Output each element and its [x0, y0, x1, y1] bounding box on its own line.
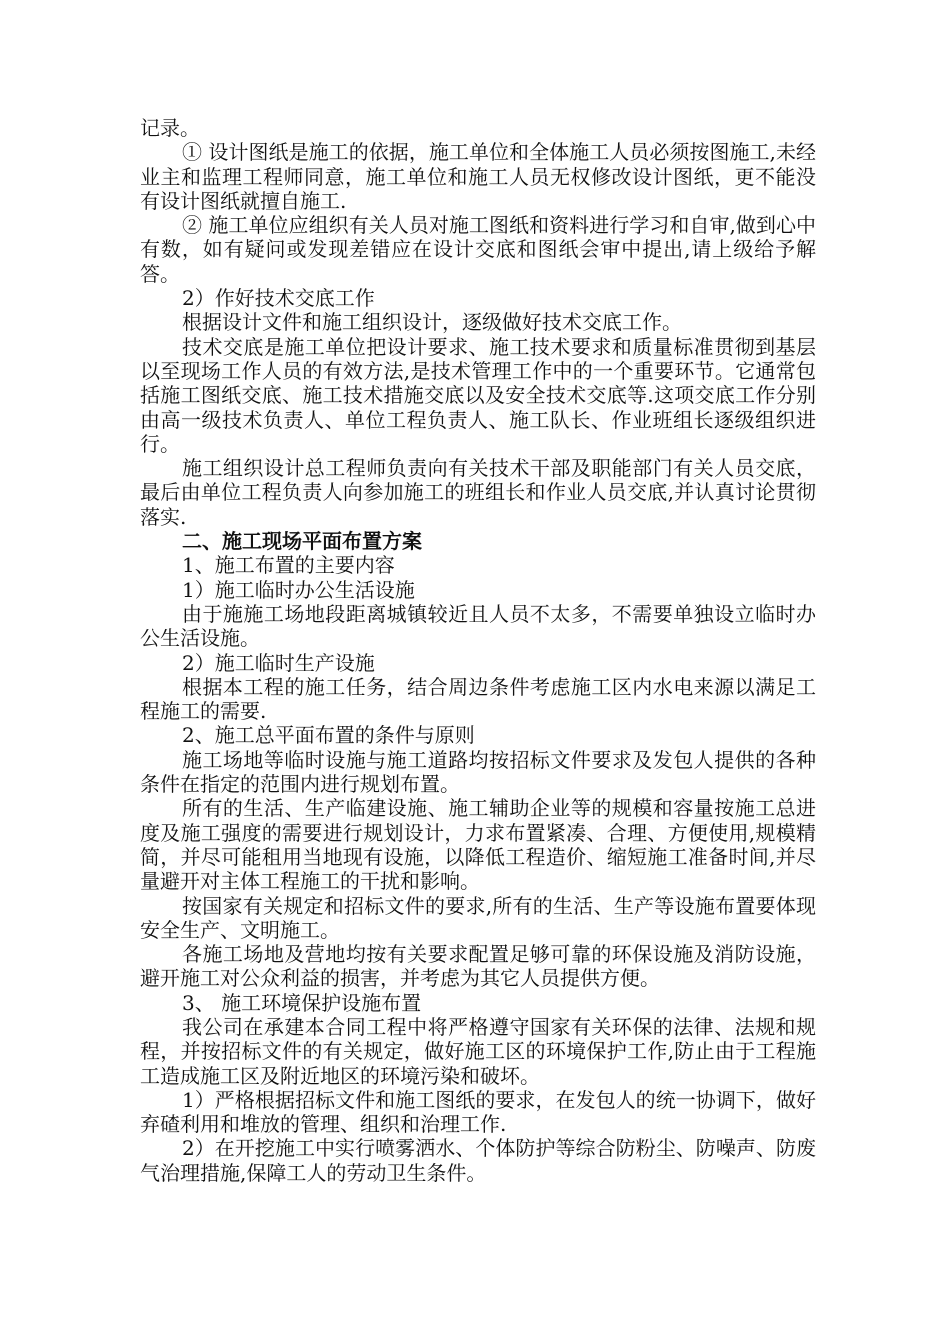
paragraph: 2）作好技术交底工作: [182, 286, 375, 311]
paragraph: 所有的生活、生产临建设施、施工辅助企业等的规模和容量按施工总进度及施工强度的需要进行规划设计，力求布置紧凑、合理、方便使用,规模精简，并尽可能租用当地现有设施，以降低工程造价、缩短施工准备时间,并尽量避开对主体工程施工的干扰和影响。: [140, 796, 816, 894]
paragraph: 由于施施工场地段距离城镇较近且人员不太多，不需要单独设立临时办公生活设施。: [140, 601, 816, 651]
paragraph: 技术交底是施工单位把设计要求、施工技术要求和质量标准贯彻到基层以至现场工作人员的有效方法,是技术管理工作中的一个重要环节。它通常包括施工图纸交底、施工技术措施交底以及安全技术交底等.这项交底工作分别由高一级技术负责人、单位工程负责人、施工队长、作业班组长逐级组织进行。: [140, 334, 816, 456]
section-heading: 二、施工现场平面布置方案: [182, 529, 422, 554]
document-body: [140, 116, 816, 1185]
subheading: 2、施工总平面布置的条件与原则: [182, 723, 475, 748]
paragraph: 各施工场地及营地均按有关要求配置足够可靠的环保设施及消防设施，避开施工对公众利益的损害，并考虑为其它人员提供方便。: [140, 942, 816, 991]
paragraph: 1）严格根据招标文件和施工图纸的要求，在发包人的统一协调下，做好弃碴利用和堆放的管理、组织和治理工作.: [140, 1087, 816, 1137]
subheading: 1）施工临时办公生活设施: [182, 577, 415, 602]
subheading: 2）施工临时生产设施: [182, 650, 375, 675]
paragraph: 2）在开挖施工中实行喷雾洒水、个体防护等综合防粉尘、防噪声、防废气治理措施,保障工人的劳动卫生条件。: [140, 1136, 816, 1185]
paragraph: 记录。: [140, 116, 200, 140]
subheading: 1、施工布置的主要内容: [182, 553, 395, 578]
paragraph: 按国家有关规定和招标文件的要求,所有的生活、生产等设施布置要体现安全生产、文明施工。: [140, 893, 816, 942]
paragraph: 施工场地等临时设施与施工道路均按招标文件要求及发包人提供的各种条件在指定的范围内进行规划布置。: [140, 747, 816, 797]
paragraph: 根据设计文件和施工组织设计，逐级做好技术交底工作。: [182, 310, 682, 335]
paragraph: 根据本工程的施工任务，结合周边条件考虑施工区内水电来源以满足工程施工的需要.: [140, 674, 816, 724]
subheading: 3、 施工环境保护设施布置: [182, 990, 422, 1015]
paragraph: ① 设计图纸是施工的依据，施工单位和全体施工人员必须按图施工,未经业主和监理工程师同意，施工单位和施工人员无权修改设计图纸，更不能没有设计图纸就擅自施工.: [140, 140, 816, 213]
paragraph: ② 施工单位应组织有关人员对施工图纸和资料进行学习和自审,做到心中有数，如有疑问或发现差错应在设计交底和图纸会审中提出,请上级给予解答。: [140, 213, 816, 286]
paragraph: 我公司在承建本合同工程中将严格遵守国家有关环保的法律、法规和规程，并按招标文件的有关规定，做好施工区的环境保护工作,防止由于工程施工造成施工区及附近地区的环境污染和破坏。: [140, 1014, 816, 1088]
paragraph: 施工组织设计总工程师负责向有关技术干部及职能部门有关人员交底，最后由单位工程负责人向参加施工的班组长和作业人员交底,并认真讨论贯彻落实.: [140, 456, 816, 529]
